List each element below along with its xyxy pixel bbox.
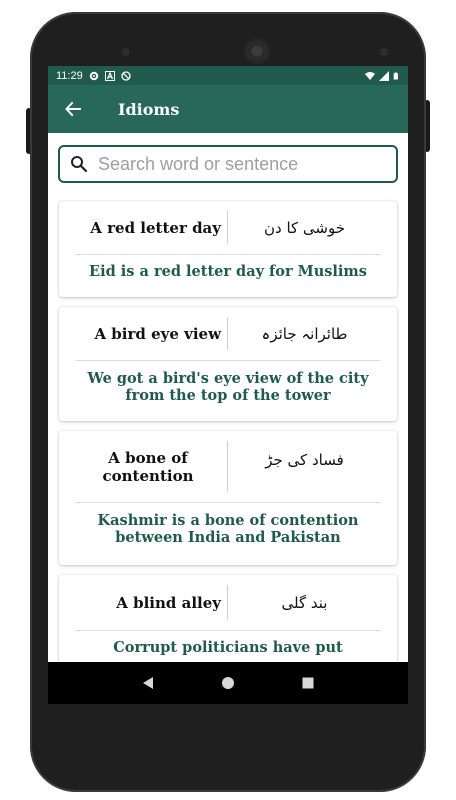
nav-recents-button[interactable] [296, 671, 320, 695]
idiom-word: A blind alley [116, 593, 221, 612]
idiom-sentence: Kashmir is a bone of contention between India and Pakistan [97, 512, 359, 546]
system-nav-bar [48, 662, 408, 704]
idiom-list [48, 191, 408, 671]
back-triangle-icon [141, 676, 155, 690]
arrow-left-icon [64, 100, 82, 118]
idiom-urdu: بند گلی [281, 593, 328, 612]
idiom-sentence: Corrupt politicians have put [113, 639, 343, 656]
search-input[interactable] [98, 154, 386, 175]
idiom-urdu: خوشی کا دن [263, 218, 346, 237]
a-icon [105, 71, 115, 81]
idiom-card[interactable] [59, 307, 397, 421]
idiom-word: A bone of contention [102, 448, 194, 485]
idiom-urdu: طائرانہ جائزہ [261, 324, 348, 343]
gear-icon [89, 71, 99, 81]
idiom-word: A bird eye view [94, 324, 221, 343]
back-button[interactable] [60, 96, 86, 122]
idiom-urdu: فساد کی جڑ [265, 451, 344, 469]
status-time: 11:29 [56, 69, 83, 82]
home-circle-icon [221, 676, 235, 690]
sensor-dot [380, 48, 388, 56]
idiom-card[interactable] [59, 201, 397, 297]
battery-icon [393, 71, 400, 81]
recents-square-icon [301, 676, 315, 690]
app-bar [48, 85, 408, 133]
status-bar [48, 66, 408, 85]
idiom-card[interactable] [59, 575, 397, 671]
screen [48, 66, 408, 686]
idiom-sentence: Eid is a red letter day for Muslims [89, 263, 367, 280]
idiom-card[interactable] [59, 431, 397, 565]
front-camera-dot [122, 48, 130, 56]
idiom-word: A red letter day [90, 218, 221, 237]
search-container [48, 133, 408, 191]
earpiece-speaker [246, 40, 268, 62]
page-title: Idioms [118, 99, 180, 119]
nav-back-button[interactable] [136, 671, 160, 695]
search-box[interactable] [58, 145, 398, 183]
nav-home-button[interactable] [216, 671, 240, 695]
wifi-icon [365, 71, 375, 81]
search-icon [70, 155, 88, 173]
no-sync-icon [121, 71, 131, 81]
idiom-sentence: We got a bird's eye view of the city from the top of the tower [87, 370, 369, 404]
signal-icon [379, 71, 389, 81]
